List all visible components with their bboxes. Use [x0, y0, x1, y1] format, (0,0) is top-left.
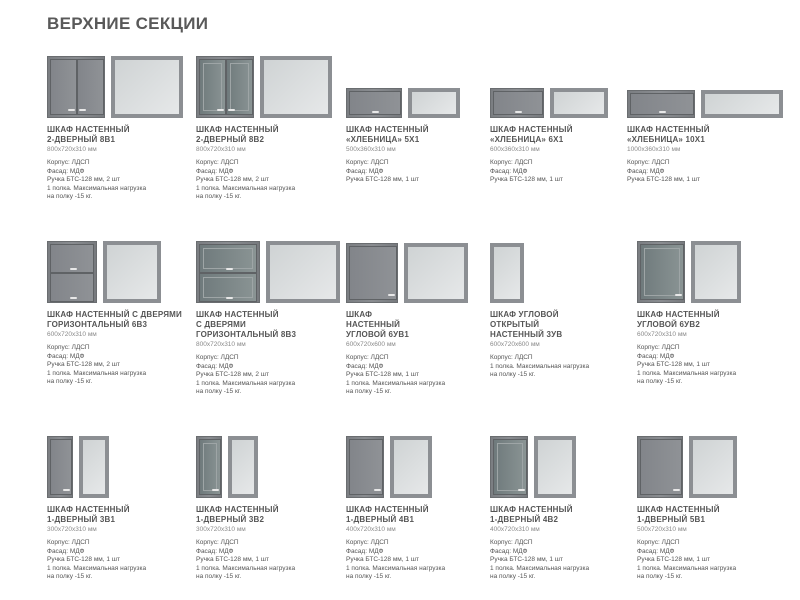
spec-line: Корпус: ЛДСП	[346, 539, 389, 546]
cabinet-open-image	[404, 243, 468, 303]
cabinet-open-image	[691, 241, 741, 303]
product-images	[490, 50, 635, 118]
product-images	[346, 50, 491, 118]
spec-line: 1 полка. Максимальная нагрузка на полку -15 кг.	[637, 369, 737, 385]
spec-line: Ручка БТС-128 мм, 1 шт	[490, 176, 563, 183]
product-specs	[47, 539, 192, 582]
product-specs	[47, 159, 192, 202]
product-images	[47, 430, 192, 498]
product-images	[47, 50, 192, 118]
product-dimensions: 500х720х310 мм	[637, 526, 687, 533]
product-dimensions: 600х720х310 мм	[47, 331, 97, 338]
spec-line: Корпус: ЛДСП	[47, 539, 90, 546]
cabinet-closed-image	[47, 436, 73, 498]
product-specs	[346, 159, 491, 185]
product-specs	[637, 539, 782, 582]
product-name: ШКАФ НАСТЕННЫЙ 1-ДВЕРНЫЙ 4В1	[346, 505, 429, 524]
cabinet-open-image	[79, 436, 109, 498]
spec-line: Корпус: ЛДСП	[196, 354, 239, 361]
product-card	[627, 50, 772, 185]
spec-line: Ручка БТС-128 мм, 1 шт	[627, 176, 700, 183]
product-images	[627, 50, 772, 118]
product-dimensions: 800х720х310 мм	[196, 146, 246, 153]
product-name: ШКАФ УГЛОВОЙ ОТКРЫТЫЙ НАСТЕННЫЙ 3УВ	[490, 310, 563, 339]
cabinet-open-image	[534, 436, 576, 498]
spec-line: Корпус: ЛДСП	[637, 344, 680, 351]
spec-line: Корпус: ЛДСП	[47, 159, 90, 166]
cabinet-open-image	[490, 243, 524, 303]
spec-line: Фасад: МДФ	[490, 167, 528, 175]
spec-line: Фасад: МДФ	[196, 547, 234, 555]
spec-line: Ручка БТС-128 мм, 2 шт	[196, 371, 269, 378]
product-images	[346, 235, 491, 303]
product-card	[637, 430, 782, 582]
cabinet-open-image	[228, 436, 258, 498]
spec-line: Ручка БТС-128 мм, 1 шт	[346, 176, 419, 183]
spec-line: Ручка БТС-128 мм, 1 шт	[346, 556, 419, 563]
product-specs	[490, 159, 635, 185]
spec-line: Ручка БТС-128 мм, 2 шт	[196, 176, 269, 183]
cabinet-open-image	[689, 436, 737, 498]
cabinet-open-image	[260, 56, 332, 118]
spec-line: Фасад: МДФ	[637, 352, 675, 360]
spec-line: Фасад: МДФ	[637, 547, 675, 555]
spec-line: Ручка БТС-128 мм, 1 шт	[196, 556, 269, 563]
spec-line: Корпус: ЛДСП	[490, 354, 533, 361]
spec-line: Корпус: ЛДСП	[47, 344, 90, 351]
spec-line: Корпус: ЛДСП	[490, 159, 533, 166]
spec-line: Фасад: МДФ	[47, 352, 85, 360]
product-dimensions: 300х720х310 мм	[47, 526, 97, 533]
spec-line: 1 полка. Максимальная нагрузка на полку -15 кг.	[196, 564, 296, 580]
cabinet-open-image	[111, 56, 183, 118]
product-name: ШКАФ НАСТЕННЫЙ УГЛОВОЙ 6УВ1	[346, 310, 409, 339]
cabinet-closed-image	[490, 88, 544, 118]
product-name: ШКАФ НАСТЕННЫЙ 1-ДВЕРНЫЙ 5В1	[637, 505, 720, 524]
cabinet-closed-image	[346, 243, 398, 303]
spec-line: Фасад: МДФ	[196, 167, 234, 175]
cabinet-closed-image	[490, 436, 528, 498]
product-dimensions: 600х720х600 мм	[346, 341, 396, 348]
product-specs	[490, 354, 635, 380]
product-dimensions: 600х360х310 мм	[490, 146, 540, 153]
spec-line: Ручка БТС-128 мм, 1 шт	[346, 371, 419, 378]
spec-line: Корпус: ЛДСП	[490, 539, 533, 546]
spec-line: 1 полка. Максимальная нагрузка на полку -15 кг.	[196, 379, 296, 395]
spec-line: 1 полка. Максимальная нагрузка на полку -15 кг.	[490, 564, 590, 580]
spec-line: 1 полка. Максимальная нагрузка на полку -15 кг.	[47, 564, 147, 580]
product-images	[490, 235, 635, 303]
spec-line: 1 полка. Максимальная нагрузка на полку -15 кг.	[637, 564, 737, 580]
spec-line: Корпус: ЛДСП	[196, 159, 239, 166]
cabinet-closed-image	[637, 241, 685, 303]
product-name: ШКАФ НАСТЕННЫЙ УГЛОВОЙ 6УВ2	[637, 310, 720, 329]
cabinet-open-image	[408, 88, 460, 118]
cabinet-closed-image	[346, 88, 402, 118]
spec-line: Корпус: ЛДСП	[196, 539, 239, 546]
product-dimensions: 300х720х310 мм	[196, 526, 246, 533]
product-images	[196, 50, 341, 118]
product-card	[346, 50, 491, 185]
spec-line: 1 полка. Максимальная нагрузка на полку -15 кг.	[346, 564, 446, 580]
spec-line: Корпус: ЛДСП	[346, 354, 389, 361]
cabinet-open-image	[550, 88, 608, 118]
product-dimensions: 400х720х310 мм	[346, 526, 396, 533]
product-specs	[627, 159, 772, 185]
cabinet-closed-image	[196, 241, 260, 303]
product-dimensions: 800х720х310 мм	[47, 146, 97, 153]
product-specs	[490, 539, 635, 582]
product-card	[637, 235, 782, 387]
product-card	[47, 235, 192, 387]
product-card	[346, 430, 491, 582]
product-name: ШКАФ НАСТЕННЫЙ «ХЛЕБНИЦА» 5Х1	[346, 125, 429, 144]
product-name: ШКАФ НАСТЕННЫЙ С ДВЕРЯМИ ГОРИЗОНТАЛЬНЫЙ 6В3	[47, 310, 182, 329]
cabinet-open-image	[103, 241, 161, 303]
product-specs	[47, 344, 192, 387]
product-dimensions: 1000х360х310 мм	[627, 146, 681, 153]
product-name: ШКАФ НАСТЕННЫЙ «ХЛЕБНИЦА» 6Х1	[490, 125, 573, 144]
cabinet-closed-image	[47, 56, 105, 118]
cabinet-closed-image	[627, 90, 695, 118]
spec-line: Фасад: МДФ	[346, 362, 384, 370]
section-title: ВЕРХНИЕ СЕКЦИИ	[47, 14, 209, 33]
product-images	[346, 430, 491, 498]
spec-line: Корпус: ЛДСП	[346, 159, 389, 166]
spec-line: Фасад: МДФ	[47, 547, 85, 555]
spec-line: 1 полка. Максимальная нагрузка на полку -15 кг.	[346, 379, 446, 395]
product-name: ШКАФ НАСТЕННЫЙ 2-ДВЕРНЫЙ 8В2	[196, 125, 279, 144]
product-images	[490, 430, 635, 498]
spec-line: 1 полка. Максимальная нагрузка на полку -15 кг.	[47, 184, 147, 200]
spec-line: Фасад: МДФ	[346, 547, 384, 555]
product-specs	[346, 354, 491, 397]
product-dimensions: 400х720х310 мм	[490, 526, 540, 533]
cabinet-closed-image	[346, 436, 384, 498]
product-card	[196, 50, 341, 202]
spec-line: Фасад: МДФ	[196, 362, 234, 370]
spec-line: Корпус: ЛДСП	[637, 539, 680, 546]
product-specs	[196, 354, 341, 397]
cabinet-open-image	[390, 436, 432, 498]
product-card	[346, 235, 491, 397]
product-name: ШКАФ НАСТЕННЫЙ 1-ДВЕРНЫЙ 3В2	[196, 505, 279, 524]
product-name: ШКАФ НАСТЕННЫЙ 1-ДВЕРНЫЙ 4В2	[490, 505, 573, 524]
product-images	[47, 235, 192, 303]
product-card	[196, 430, 341, 582]
product-images	[196, 430, 341, 498]
spec-line: Ручка БТС-128 мм, 2 шт	[47, 361, 120, 368]
cabinet-open-image	[266, 241, 340, 303]
cabinet-closed-image	[196, 436, 222, 498]
product-specs	[196, 539, 341, 582]
spec-line: Ручка БТС-128 мм, 1 шт	[47, 556, 120, 563]
cabinet-closed-image	[47, 241, 97, 303]
product-card	[47, 430, 192, 582]
cabinet-closed-image	[196, 56, 254, 118]
cabinet-open-image	[701, 90, 783, 118]
spec-line: Корпус: ЛДСП	[627, 159, 670, 166]
product-dimensions: 600х720х310 мм	[637, 331, 687, 338]
product-card	[490, 235, 635, 380]
spec-line: Фасад: МДФ	[627, 167, 665, 175]
product-specs	[196, 159, 341, 202]
product-name: ШКАФ НАСТЕННЫЙ 2-ДВЕРНЫЙ 8В1	[47, 125, 130, 144]
spec-line: Ручка БТС-128 мм, 2 шт	[47, 176, 120, 183]
product-card	[490, 430, 635, 582]
product-dimensions: 500х360х310 мм	[346, 146, 396, 153]
product-dimensions: 800х720х310 мм	[196, 341, 246, 348]
spec-line: Ручка БТС-128 мм, 1 шт	[490, 556, 563, 563]
spec-line: Ручка БТС-128 мм, 1 шт	[637, 556, 710, 563]
product-dimensions: 600х720х600 мм	[490, 341, 540, 348]
product-name: ШКАФ НАСТЕННЫЙ 1-ДВЕРНЫЙ 3В1	[47, 505, 130, 524]
spec-line: Фасад: МДФ	[346, 167, 384, 175]
spec-line: 1 полка. Максимальная нагрузка на полку -15 кг.	[196, 184, 296, 200]
product-name: ШКАФ НАСТЕННЫЙ «ХЛЕБНИЦА» 10Х1	[627, 125, 710, 144]
product-images	[637, 430, 782, 498]
product-card	[47, 50, 192, 202]
product-name: ШКАФ НАСТЕННЫЙ С ДВЕРЯМИ ГОРИЗОНТАЛЬНЫЙ 8В3	[196, 310, 297, 339]
product-images	[637, 235, 782, 303]
product-card	[490, 50, 635, 185]
product-card	[196, 235, 341, 397]
spec-line: 1 полка. Максимальная нагрузка на полку -15 кг.	[47, 369, 147, 385]
spec-line: Фасад: МДФ	[47, 167, 85, 175]
spec-line: 1 полка. Максимальная нагрузка на полку -15 кг.	[490, 362, 590, 378]
spec-line: Ручка БТС-128 мм, 1 шт	[637, 361, 710, 368]
product-images	[196, 235, 341, 303]
product-specs	[637, 344, 782, 387]
spec-line: Фасад: МДФ	[490, 547, 528, 555]
cabinet-closed-image	[637, 436, 683, 498]
product-specs	[346, 539, 491, 582]
